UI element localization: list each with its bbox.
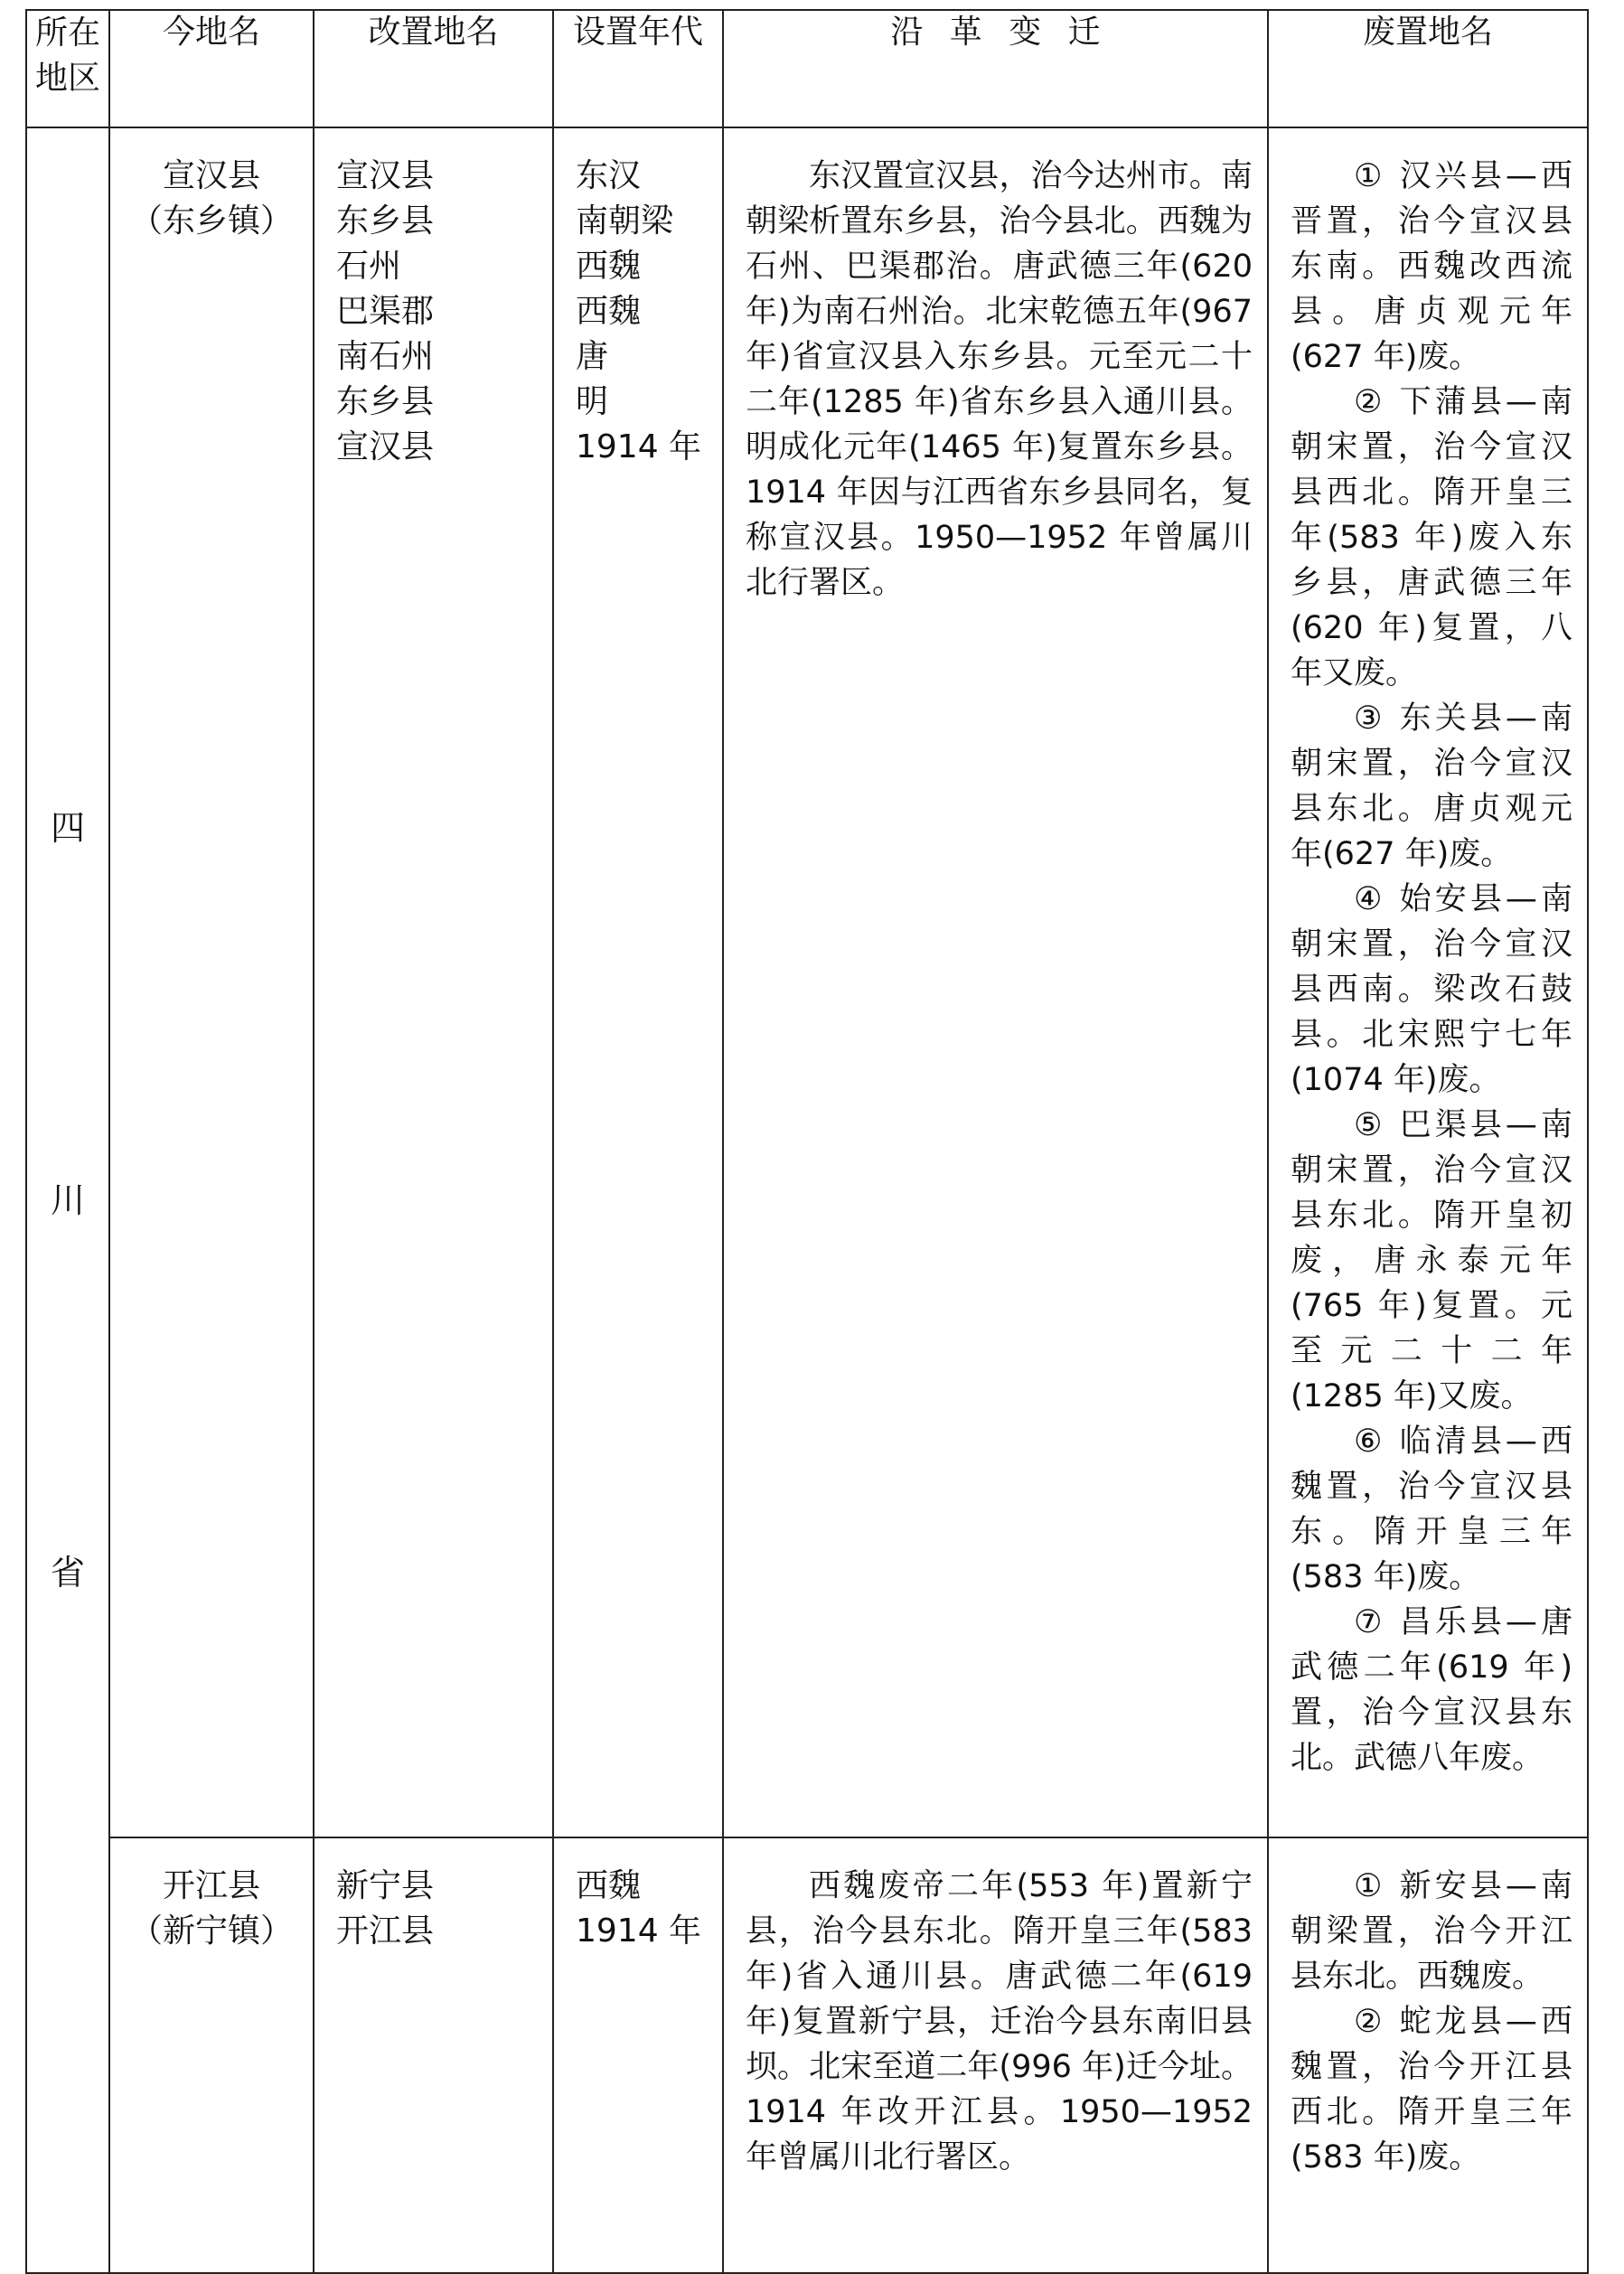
abolished-entry: ⑤ 巴渠县—南朝宋置，治今宣汉县东北。隋开皇初废，唐永泰元年(765 年)复置。元至元二十二年(1285 年)又废。 xyxy=(1291,1107,1572,1414)
header-region xyxy=(26,10,109,127)
header-row xyxy=(26,10,1588,127)
historic-name: 石州 xyxy=(336,248,402,285)
era: 西魏 xyxy=(576,248,642,285)
abolished-entry: ② 蛇龙县—西魏置，治今开江县西北。隋开皇三年(583 年)废。 xyxy=(1291,2004,1572,2175)
abolished-entry: ① 新安县—南朝梁置，治今开江县东北。西魏废。 xyxy=(1291,1868,1572,1995)
historic-name: 东乡县 xyxy=(336,202,435,240)
era: 1914 年 xyxy=(576,1912,702,1950)
header-current-name: 今地名 xyxy=(109,10,314,127)
historic-name: 南石州 xyxy=(336,338,435,375)
era: 明 xyxy=(576,383,609,420)
current-name-cell xyxy=(109,127,314,1837)
abolished-entry: ⑥ 临清县—西魏置，治今宣汉县东。隋开皇三年(583 年)废。 xyxy=(1291,1424,1572,1595)
current-name: 开江县 xyxy=(162,1867,260,1904)
era-cell xyxy=(553,1837,723,2273)
historic-name: 巴渠郡 xyxy=(336,293,435,330)
historic-name: 宣汉县 xyxy=(336,428,435,465)
era: 唐 xyxy=(576,338,609,375)
historic-name: 开江县 xyxy=(336,1912,435,1950)
header-abolished: 废置地名 xyxy=(1268,10,1588,127)
gazetteer-table xyxy=(25,9,1589,2274)
era: 1914 年 xyxy=(576,428,702,465)
abolished-entry: ① 汉兴县—西晋置，治今宣汉县东南。西魏改西流县。唐贞观元年(627 年)废。 xyxy=(1291,158,1572,375)
current-seat: （新宁镇） xyxy=(129,1912,293,1950)
region-char-2: 川 xyxy=(50,1180,85,1220)
current-seat: （东乡镇） xyxy=(129,202,293,240)
region-char-3: 省 xyxy=(50,1553,85,1593)
header-region-line-1: 所在 xyxy=(34,14,100,52)
abolished-cell xyxy=(1268,127,1588,1837)
historic-name: 新宁县 xyxy=(336,1867,435,1904)
era: 西魏 xyxy=(576,1867,642,1904)
header-region-line-2: 地区 xyxy=(34,60,100,97)
era-cell xyxy=(553,127,723,1837)
region-char-1: 四 xyxy=(50,808,85,848)
current-name: 宣汉县 xyxy=(162,157,260,194)
abolished-entry: ⑦ 昌乐县—唐武德二年(619 年)置，治今宣汉县东北。武德八年废。 xyxy=(1291,1604,1572,1776)
historic-name: 宣汉县 xyxy=(336,157,435,194)
table-row xyxy=(26,1837,1588,2273)
table-row xyxy=(26,127,1588,1837)
historic-names-cell xyxy=(314,1837,553,2273)
historic-names-cell xyxy=(314,127,553,1837)
era: 南朝梁 xyxy=(576,202,674,240)
history-cell: 东汉置宣汉县，治今达州市。南朝梁析置东乡县，治今县北。西魏为石州、巴渠郡治。唐武德三年(620 年)为南石州治。北宋乾德五年(967 年)省宣汉县入东乡县。元至元二十二年(1285 年)省东乡县入通川县。明成化元年(1465 年)复置东乡县。1914 年因与江西省东乡县同名，复称宣汉县。1950—1952 年曾属川北行署区。 xyxy=(723,127,1268,1837)
abolished-entry: ② 下蒲县—南朝宋置，治今宣汉县西北。隋开皇三年(583 年)废入东乡县，唐武德三年(620 年)复置，八年又废。 xyxy=(1291,384,1572,691)
abolished-cell xyxy=(1268,1837,1588,2273)
header-history-label: 沿 革 变 迁 xyxy=(890,14,1101,51)
era: 东汉 xyxy=(576,157,642,194)
header-historic-names: 改置地名 xyxy=(314,10,553,127)
region-cell xyxy=(26,127,109,2273)
era: 西魏 xyxy=(576,293,642,330)
abolished-entry: ③ 东关县—南朝宋置，治今宣汉县东北。唐贞观元年(627 年)废。 xyxy=(1291,700,1572,872)
historic-name: 东乡县 xyxy=(336,383,435,420)
current-name-cell xyxy=(109,1837,314,2273)
history-cell: 西魏废帝二年(553 年)置新宁县，治今县东北。隋开皇三年(583 年)省入通川县。唐武德二年(619 年)复置新宁县，迁治今县东南旧县坝。北宋至道二年(996 年)迁今址。1914 年改开江县。1950—1952 年曾属川北行署区。 xyxy=(723,1837,1268,2273)
header-history xyxy=(723,10,1268,127)
abolished-entry: ④ 始安县—南朝宋置，治今宣汉县西南。梁改石鼓县。北宋熙宁七年(1074 年)废。 xyxy=(1291,881,1572,1098)
header-era: 设置年代 xyxy=(553,10,723,127)
